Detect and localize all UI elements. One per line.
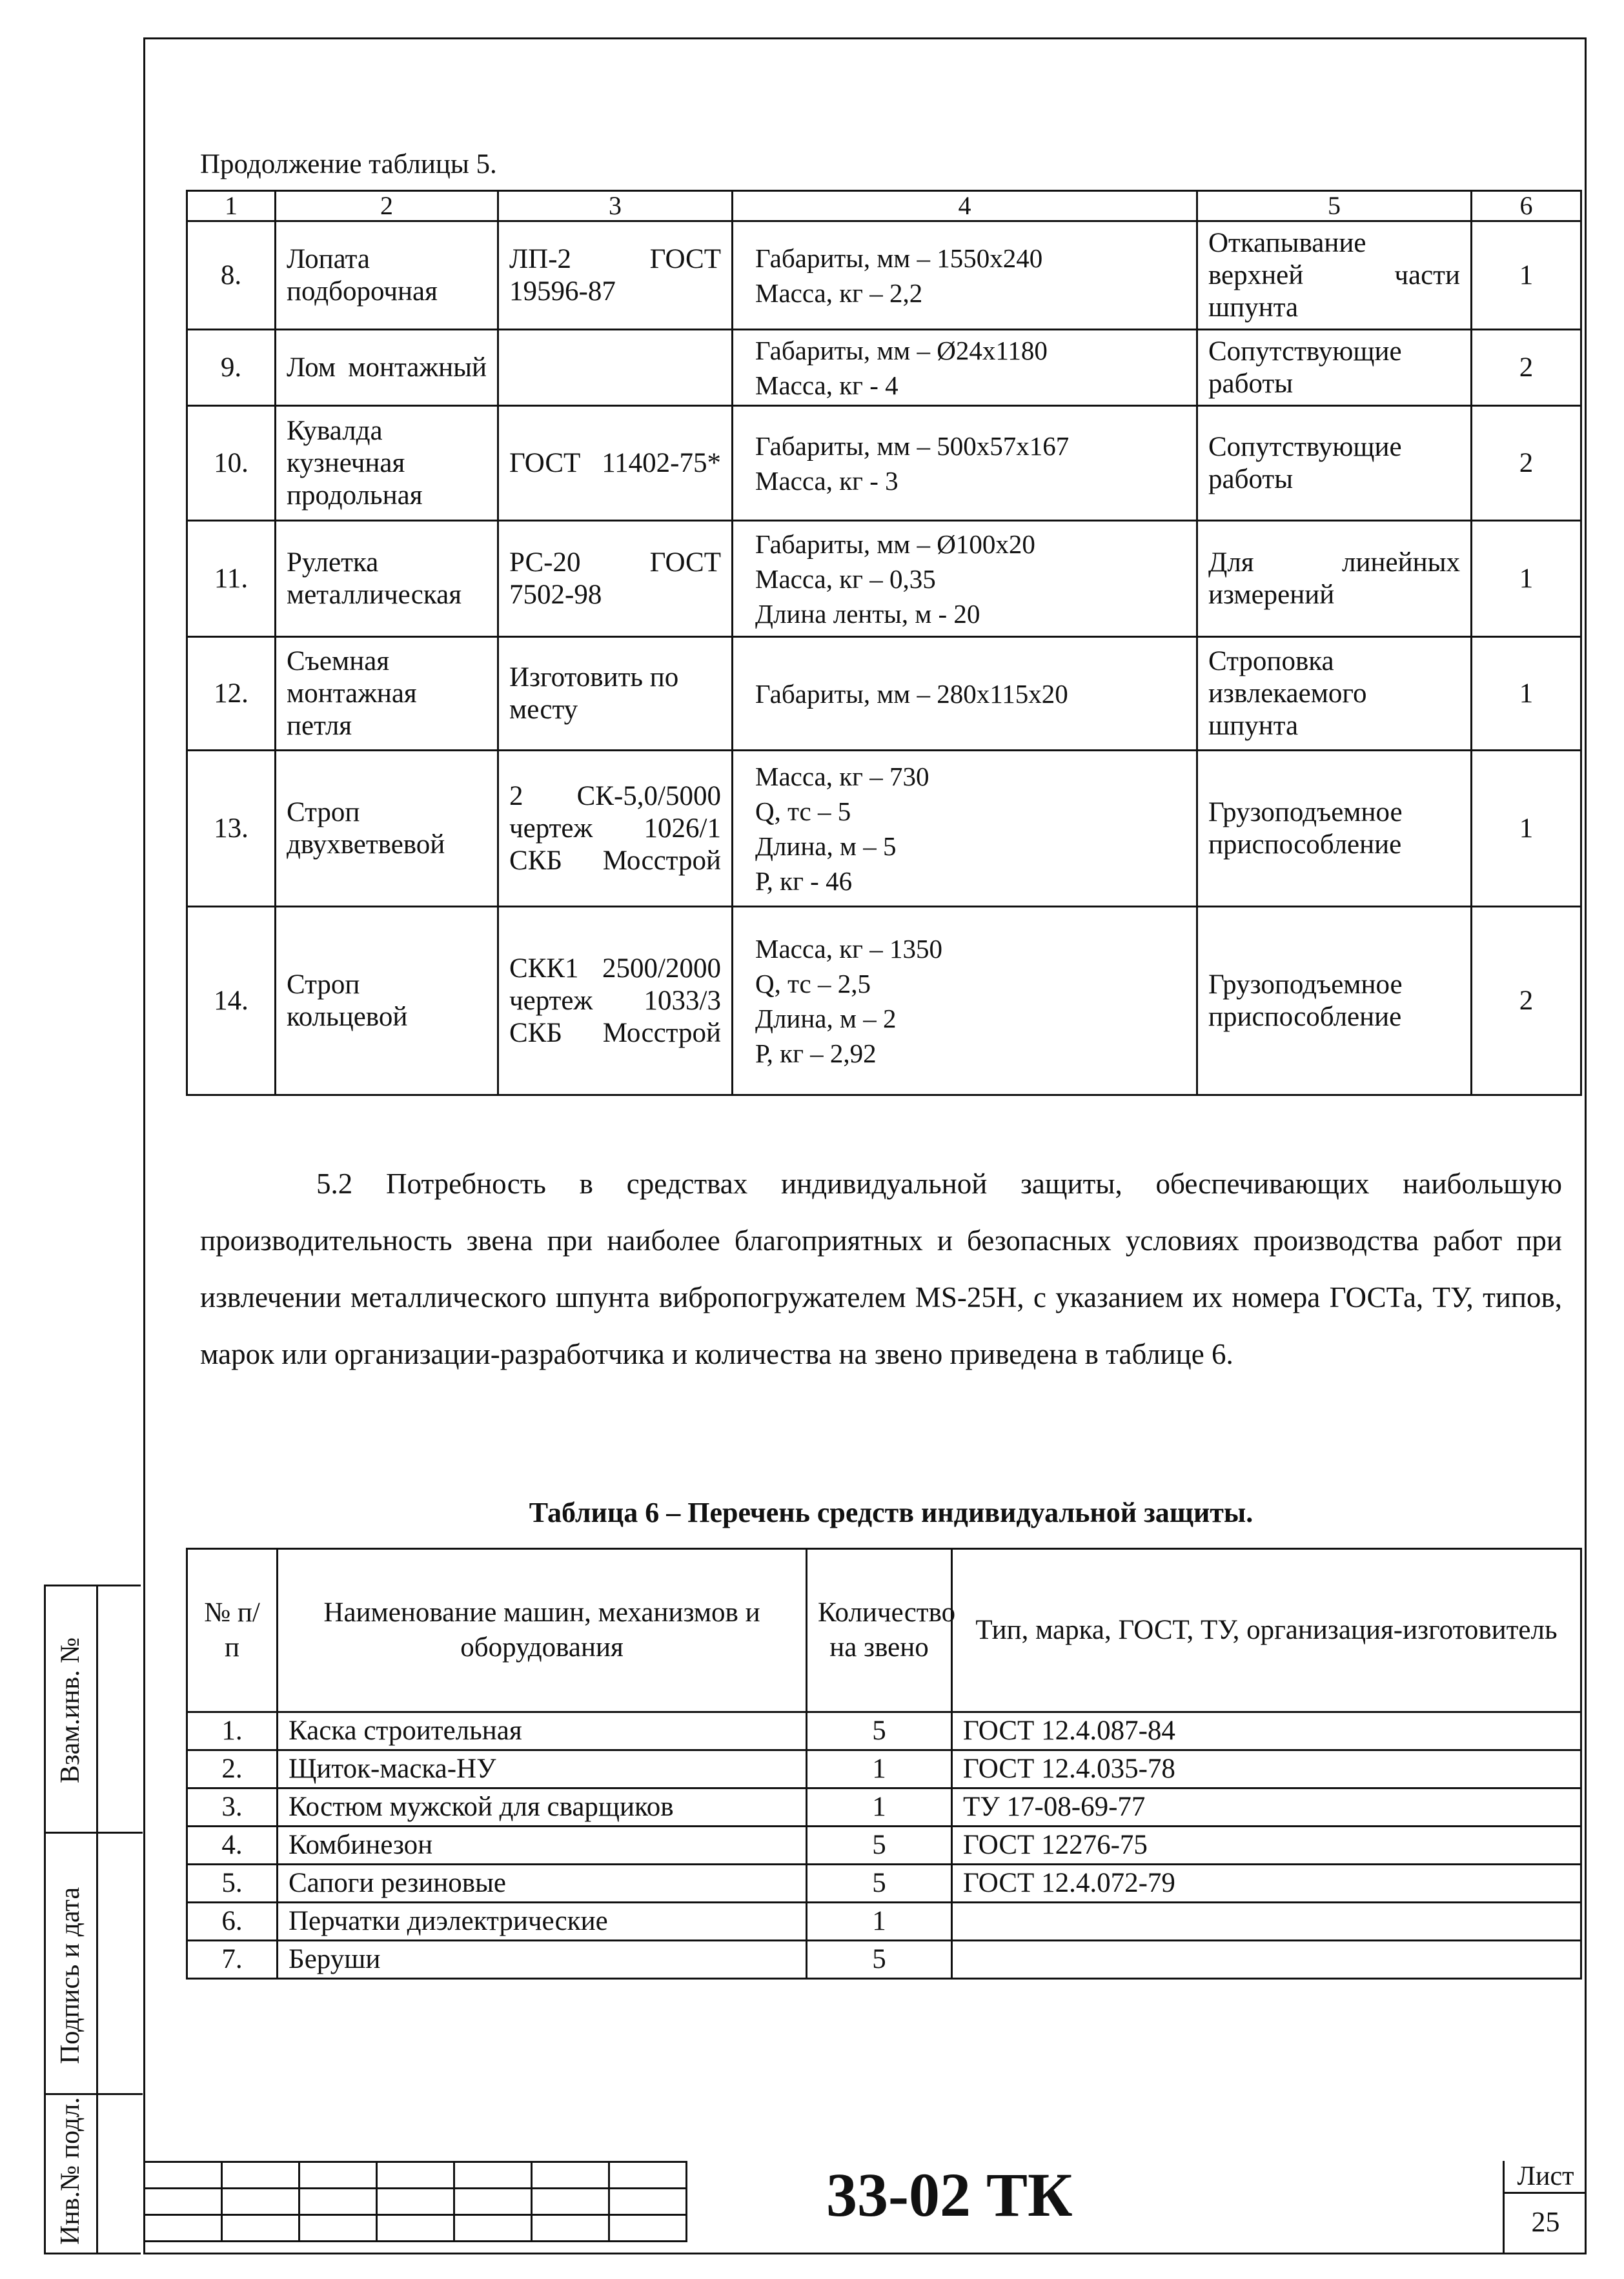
item-purpose: Сопутствующие работы [1197, 330, 1472, 406]
item-qty: 5 [807, 1941, 952, 1979]
item-qty: 1 [807, 1903, 952, 1941]
item-type [952, 1903, 1581, 1941]
table-row [187, 1827, 1581, 1865]
item-name: Сапоги резиновые [278, 1865, 807, 1903]
item-name: Щиток-маска-НУ [278, 1750, 807, 1788]
item-standard: ГОСТ 11402-75* [498, 406, 733, 521]
table-row [187, 751, 1581, 907]
item-name: Строп двухветвевой [276, 751, 498, 907]
table-row [187, 907, 1581, 1095]
item-name: Костюм мужской для сварщиков [278, 1788, 807, 1827]
item-qty: 5 [807, 1865, 952, 1903]
table-5 [186, 190, 1582, 1096]
table-row [187, 1903, 1581, 1941]
side-stamp [44, 1585, 141, 2254]
col-header-name: Наименование машин, механизмов и оборудования [278, 1549, 807, 1712]
table-row [187, 406, 1581, 521]
item-standard: Изготовить по месту [498, 637, 733, 751]
col-header: 2 [276, 191, 498, 221]
item-qty: 2 [1472, 330, 1581, 406]
table-6 [186, 1548, 1582, 1980]
paragraph-text: 5.2 Потребность в средствах индивидуальной защиты, обеспечивающих наибольшую производительность звена при наиболее благоприятных и безопасных условиях производства работ при извлечении металлического шпунта вибропогружателем MS-25H, с указанием их номера ГОСТа, ТУ, типов, марок или организации-разработчика и количества на звено приведена в таблице 6. [200, 1168, 1562, 1370]
side-label-inv: Инв.№ подл. [56, 2097, 85, 2245]
row-number: 6. [187, 1903, 278, 1941]
item-purpose: Сопутствующие работы [1197, 406, 1472, 521]
col-header-number: № п/п [187, 1549, 278, 1712]
item-qty: 1 [1472, 637, 1581, 751]
section-paragraph [200, 1155, 1562, 1383]
item-spec: Габариты, мм – Ø100х20 Масса, кг – 0,35 Длина ленты, м - 20 [733, 521, 1197, 637]
table-row [187, 637, 1581, 751]
row-number: 1. [187, 1712, 278, 1750]
col-header-type: Тип, марка, ГОСТ, ТУ, организация-изготовитель [952, 1549, 1581, 1712]
item-name: Комбинезон [278, 1827, 807, 1865]
sheet-box [1503, 2161, 1588, 2254]
item-qty: 2 [1472, 406, 1581, 521]
table-row [187, 1941, 1581, 1979]
row-number: 10. [187, 406, 276, 521]
item-standard: РС-20 ГОСТ 7502-98 [498, 521, 733, 637]
item-qty: 5 [807, 1712, 952, 1750]
item-spec: Габариты, мм – 1550х240 Масса, кг – 2,2 [733, 221, 1197, 330]
table-row [187, 1788, 1581, 1827]
row-number: 7. [187, 1941, 278, 1979]
item-type: ГОСТ 12276-75 [952, 1827, 1581, 1865]
title-block-grid [143, 2161, 687, 2242]
row-number: 3. [187, 1788, 278, 1827]
col-header-qty: Количество на звено [807, 1549, 952, 1712]
table-6-title: Таблица 6 – Перечень средств индивидуальной защиты. [529, 1497, 1254, 1528]
table-6-header [187, 1549, 1581, 1712]
table-row [187, 1750, 1581, 1788]
continuation-title: Продолжение таблицы 5. [200, 149, 497, 179]
item-qty: 1 [807, 1750, 952, 1788]
row-number: 5. [187, 1865, 278, 1903]
item-name: Кувалда кузнечная продольная [276, 406, 498, 521]
item-qty: 1 [1472, 521, 1581, 637]
side-label-vzam: Взам.инв. № [56, 1637, 85, 1783]
row-number: 13. [187, 751, 276, 907]
col-header: 1 [187, 191, 276, 221]
item-spec: Габариты, мм – 500х57х167 Масса, кг - 3 [733, 406, 1197, 521]
item-qty: 5 [807, 1827, 952, 1865]
item-qty: 1 [807, 1788, 952, 1827]
item-spec: Масса, кг – 1350 Q, тс – 2,5 Длина, м – 2 Р, кг – 2,92 [733, 907, 1197, 1095]
item-name: Рулетка металлическая [276, 521, 498, 637]
item-type: ГОСТ 12.4.072-79 [952, 1865, 1581, 1903]
item-qty: 1 [1472, 221, 1581, 330]
item-qty: 1 [1472, 751, 1581, 907]
item-spec: Габариты, мм – Ø24х1180 Масса, кг - 4 [733, 330, 1197, 406]
item-qty: 2 [1472, 907, 1581, 1095]
item-type: ТУ 17-08-69-77 [952, 1788, 1581, 1827]
item-type: ГОСТ 12.4.035-78 [952, 1750, 1581, 1788]
item-standard: ЛП-2 ГОСТ 19596-87 [498, 221, 733, 330]
table-row [187, 521, 1581, 637]
row-number: 8. [187, 221, 276, 330]
row-number: 14. [187, 907, 276, 1095]
item-name: Строп кольцевой [276, 907, 498, 1095]
item-name: Каска строительная [278, 1712, 807, 1750]
sheet-number: 25 [1531, 2206, 1560, 2238]
row-number: 11. [187, 521, 276, 637]
item-standard: 2 СК-5,0/5000 чертеж 1026/1 СКБ Мосстрой [498, 751, 733, 907]
col-header: 4 [733, 191, 1197, 221]
table-row [187, 221, 1581, 330]
item-purpose: Откапывание верхней части шпунта [1197, 221, 1472, 330]
item-standard: СКК1 2500/2000 чертеж 1033/3 СКБ Мосстрой [498, 907, 733, 1095]
item-name: Беруши [278, 1941, 807, 1979]
col-header: 6 [1472, 191, 1581, 221]
row-number: 12. [187, 637, 276, 751]
table-row [187, 1712, 1581, 1750]
row-number: 2. [187, 1750, 278, 1788]
col-header: 5 [1197, 191, 1472, 221]
document-number: 33-02 ТК [826, 2160, 1073, 2229]
item-purpose: Грузоподъемное приспособление [1197, 751, 1472, 907]
table-5-header [187, 191, 1581, 221]
item-spec: Габариты, мм – 280х115х20 [733, 637, 1197, 751]
item-type [952, 1941, 1581, 1979]
row-number: 4. [187, 1827, 278, 1865]
item-name: Перчатки диэлектрические [278, 1903, 807, 1941]
item-name: Лом монтажный [276, 330, 498, 406]
table-row [187, 330, 1581, 406]
col-header: 3 [498, 191, 733, 221]
item-spec: Масса, кг – 730 Q, тс – 5 Длина, м – 5 Р, кг - 46 [733, 751, 1197, 907]
item-name: Лопата подборочная [276, 221, 498, 330]
item-name: Съемная монтажная петля [276, 637, 498, 751]
sheet-label: Лист [1505, 2161, 1587, 2194]
item-purpose: Строповка извлекаемого шпунта [1197, 637, 1472, 751]
item-purpose: Грузоподъемное приспособление [1197, 907, 1472, 1095]
item-type: ГОСТ 12.4.087-84 [952, 1712, 1581, 1750]
item-standard [498, 330, 733, 406]
side-label-podpis: Подпись и дата [56, 1887, 85, 2064]
item-purpose: Для линейных измерений [1197, 521, 1472, 637]
row-number: 9. [187, 330, 276, 406]
table-row [187, 1865, 1581, 1903]
